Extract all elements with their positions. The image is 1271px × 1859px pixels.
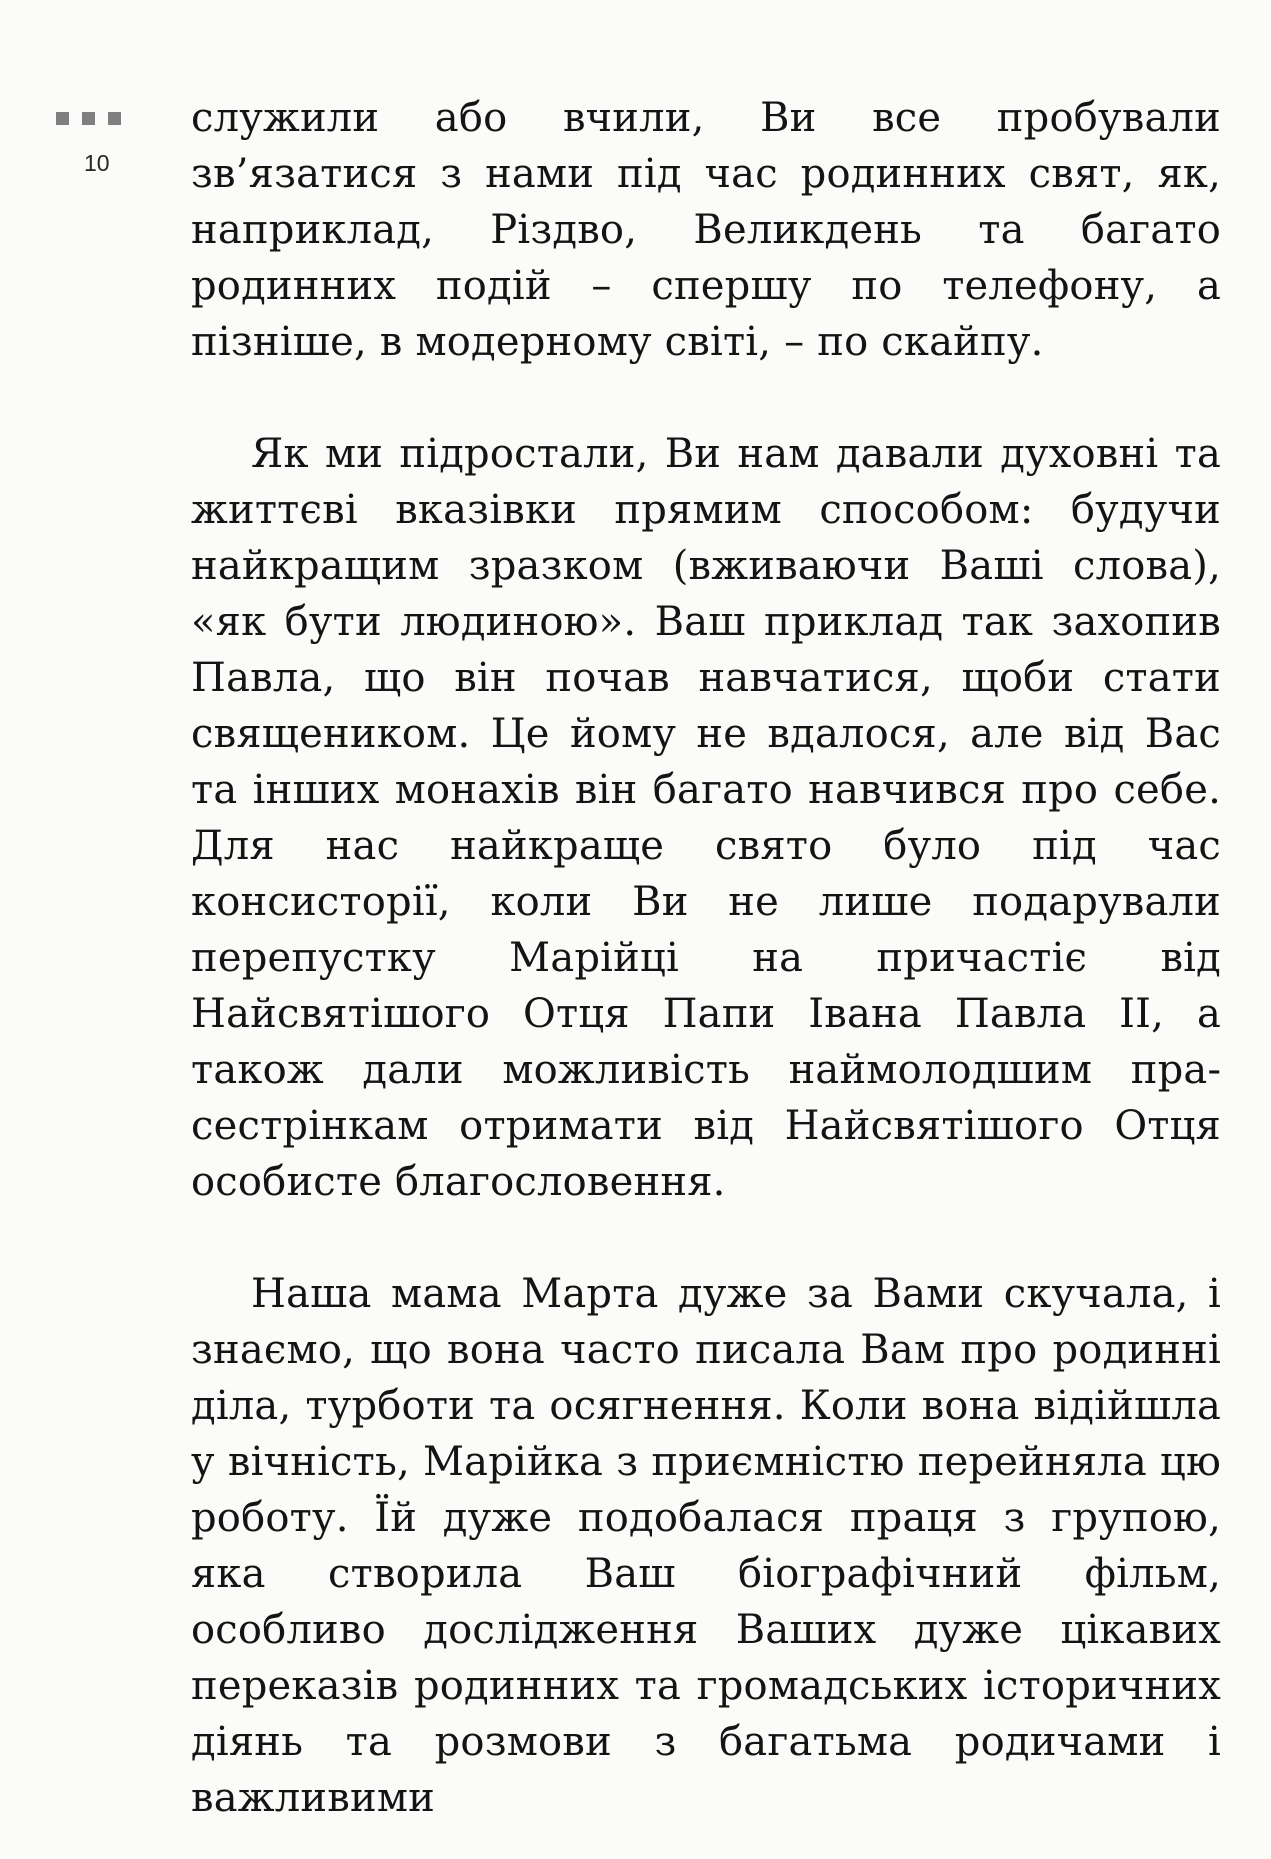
paragraph: Як ми підростали, Ви нам давали духовні та життєві вказівки прямим способом: будучи найкращим зразком (вживаючи Ваші слова), «як бути людиною». Ваш приклад так захопив Павла, що він почав навчатися, щоби стати священиком. Це йому не вдалося, але від Вас та інших монахів він багато навчився про себе. Для нас найкраще свято було під час консисторії, коли Ви не лише подарували перепустку Марійці на причастіє від Найсвятішого Отця Папи Івана Павла II, а також дали можливість наймолодшим прасестрінкам отримати від Найсвятішого Отця особисте благословення. [191,431,1221,1205]
marker-square [82,112,95,125]
page-number: 10 [84,150,110,176]
body-text [191,90,1221,1826]
paragraph-continued: служили або вчили, Ви все пробували зв’язатися з нами під час родинних свят, як, наприклад, Різдво, Великдень та багато родинних подій – спершу по телефону, а пізніше, в модерному світі, – по скайпу. [191,95,1221,365]
page-marker [56,112,121,125]
paragraph: Наша мама Марта дуже за Вами скучала, і знаємо, що вона часто писала Вам про родинні діла, турботи та осягнення. Коли вона відійшла у вічність, Марійка з приємністю перейняла цю роботу. Їй дуже подобалася праця з групою, яка створила Ваш біографічний фільм, особливо дослідження Ваших дуже цікавих переказів родинних та громадських історичних діянь та розмови з багатьма родичами і важливими [191,1271,1221,1821]
marker-square [56,112,69,125]
marker-square [108,112,121,125]
